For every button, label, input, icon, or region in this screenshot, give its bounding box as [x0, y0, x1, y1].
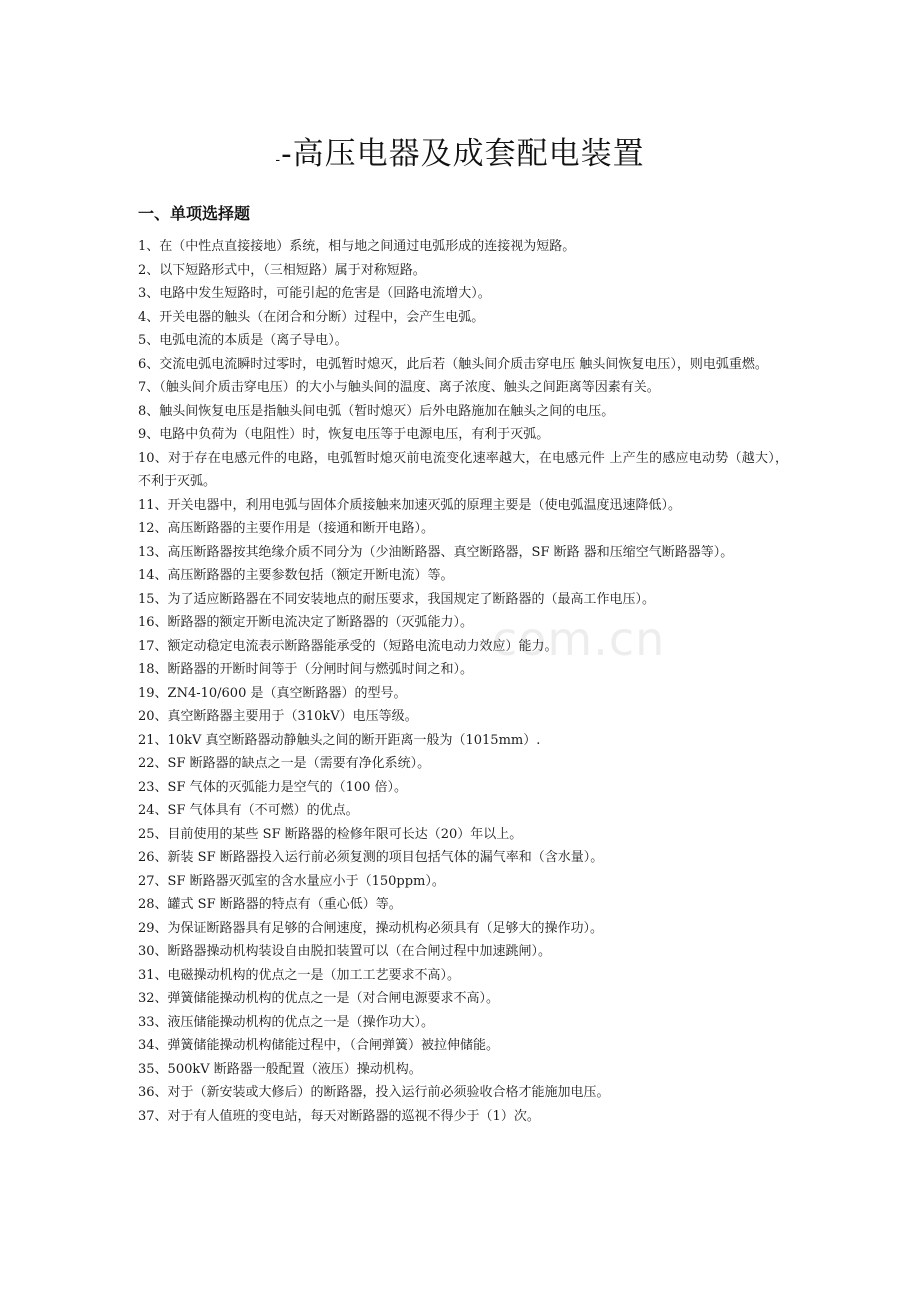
question-item: 22、SF 断路器的缺点之一是（需要有净化系统）。	[138, 756, 431, 771]
question-item: 18、断路器的开断时间等于（分闸时间与燃弧时间之和）。	[138, 662, 474, 677]
question-item: 27、SF 断路器灭弧室的含水量应小于（150ppm）。	[138, 873, 445, 889]
title-prefix: -	[275, 152, 282, 168]
question-item: 21、10kV 真空断路器动静触头之间的断开距离一般为（1015mm）.	[138, 732, 541, 748]
question-item: 10、对于存在电感元件的电路，电弧暂时熄灭前电流变化速率越大，在电感元件 上产生的感应电动势（越大），不利于灭弧。	[138, 450, 788, 489]
question-item: 31、电磁操动机构的优点之一是（加工工艺要求不高）。	[138, 967, 461, 983]
watermark: com.cn	[492, 612, 666, 666]
question-item: 26、新装 SF 断路器投入运行前必须复测的项目包括气体的漏气率和（含水量）。	[138, 850, 604, 865]
question-item: 11、开关电器中，利用电弧与固体介质接触来加速灭弧的原理主要是（使电弧温度迅速降低）。	[138, 497, 682, 513]
question-item: 4、开关电器的触头（在闭合和分断）过程中，会产生电弧。	[138, 309, 485, 325]
question-item: 20、真空断路器主要用于（310kV）电压等级。	[138, 709, 418, 724]
question-list	[138, 235, 788, 1128]
question-item: 15、为了适应断路器在不同安装地点的耐压要求，我国规定了断路器的（最高工作电压）。	[138, 591, 656, 607]
question-item: 23、SF 气体的灭弧能力是空气的（100 倍）。	[138, 779, 408, 795]
section-heading: 一、单项选择题	[138, 204, 251, 223]
question-item: 16、断路器的额定开断电流决定了断路器的（灭弧能力）。	[138, 615, 474, 630]
question-item: 33、液压储能操动机构的优点之一是（操作功大）。	[138, 1014, 435, 1030]
question-item: 9、电路中负荷为（电阻性）时，恢复电压等于电源电压，有利于灭弧。	[138, 427, 550, 442]
question-item: 12、高压断路器的主要作用是（接通和断开电路）。	[138, 521, 435, 536]
question-item: 8、触头间恢复电压是指触头间电弧（暂时熄灭）后外电路施加在触头之间的电压。	[138, 403, 615, 419]
question-item: 2、以下短路形式中，（三相短路）属于对称短路。	[138, 262, 426, 278]
question-item: 28、罐式 SF 断路器的特点有（重心低）等。	[138, 897, 402, 912]
question-item: 13、高压断路器按其绝缘介质不同分为（少油断路器、真空断路器，SF 断路 器和压缩空气断路器等）。	[138, 544, 734, 560]
question-item: 3、电路中发生短路时，可能引起的危害是（回路电流增大）。	[138, 286, 491, 301]
question-item: 14、高压断路器的主要参数包括（额定开断电流）等。	[138, 568, 454, 583]
title-main: -高压电器及成套配电装置	[281, 136, 645, 172]
question-item: 25、目前使用的某些 SF 断路器的检修年限可长达（20）年以上。	[138, 826, 523, 842]
question-item: 35、500kV 断路器一般配置（液压）操动机构。	[138, 1061, 422, 1077]
question-item: 19、ZN4-10/600 是（真空断路器）的型号。	[138, 685, 407, 701]
question-item: 1、在（中性点直接接地）系统，相与地之间通过电弧形成的连接视为短路。	[138, 239, 576, 254]
question-item: 34、弹簧储能操动机构储能过程中，（合闸弹簧）被拉伸储能。	[138, 1038, 500, 1053]
question-item: 30、断路器操动机构装设自由脱扣装置可以（在合闸过程中加速跳闸）。	[138, 944, 552, 959]
document-title	[0, 132, 920, 182]
question-item: 24、SF 气体具有（不可燃）的优点。	[138, 803, 359, 818]
question-item: 6、交流电弧电流瞬时过零时，电弧暂时熄灭，此后若（触头间介质击穿电压 触头间恢复电压），则电弧重燃。	[138, 356, 768, 372]
question-item: 7、（触头间介质击穿电压）的大小与触头间的温度、离子浓度、触头之间距离等因素有关。	[138, 380, 660, 395]
question-item: 32、弹簧储能操动机构的优点之一是（对合闸电源要求不高）。	[138, 991, 500, 1006]
question-item: 5、电弧电流的本质是（离子导电）。	[138, 333, 348, 348]
question-item: 17、额定动稳定电流表示断路器能承受的（短路电流电动力效应）能力。	[138, 638, 558, 654]
question-item: 37、对于有人值班的变电站，每天对断路器的巡视不得少于（1）次。	[138, 1108, 540, 1124]
question-item: 36、对于（新安装或大修后）的断路器，投入运行前必须验收合格才能施加电压。	[138, 1085, 610, 1100]
question-item: 29、为保证断路器具有足够的合闸速度，操动机构必须具有（足够大的操作功）。	[138, 920, 604, 936]
